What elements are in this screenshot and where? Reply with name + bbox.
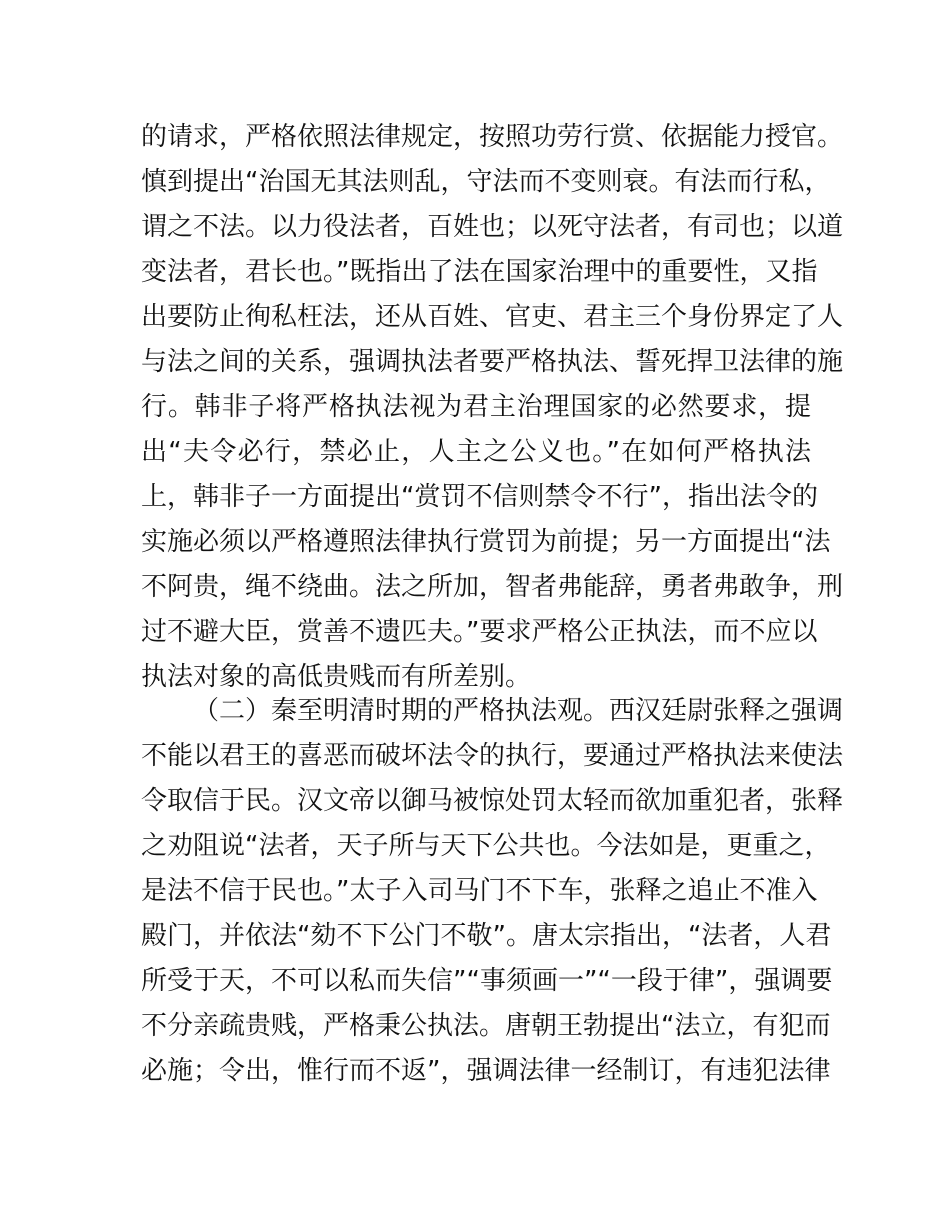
text-line: 不阿贵，绳不绕曲。法之所加，智者弗能辞，勇者弗敢争，刑: [141, 572, 844, 602]
text-line: 慎到提出“治国无其法则乱，守法而不变则衰。有法而行私，: [141, 167, 831, 197]
text-line: 执法对象的高低贵贱而有所差别。: [141, 662, 532, 692]
text-line: 谓之不法。以力役法者，百姓也；以死守法者，有司也；以道: [141, 212, 844, 242]
paragraph-1: [141, 115, 844, 700]
text-line: 所受于天，不可以私而失信”“事须画一”“一段于律”，强调要: [141, 966, 833, 996]
text-line: 实施必须以严格遵照法律执行赏罚为前提；另一方面提出“法: [141, 527, 831, 557]
text-line: 令取信于民。汉文帝以御马被惊处罚太轻而欲加重犯者，张释: [141, 786, 844, 816]
text-line: 行。韩非子将严格执法视为君主治理国家的必然要求，提: [141, 392, 811, 422]
text-line-indented: （二）秦至明清时期的严格执法观。西汉廷尉张释之强调: [193, 696, 844, 726]
text-line: 出要防止徇私枉法，还从百姓、官吏、君主三个身份界定了人: [141, 302, 844, 332]
text-line: 不能以君王的喜恶而破坏法令的执行，要通过严格执法来使法: [141, 741, 844, 771]
text-line: 的请求，严格依照法律规定，按照功劳行赏、依据能力授官。: [141, 122, 844, 152]
text-line: 过不避大臣，赏善不遗匹夫。”要求严格公正执法，而不应以: [141, 617, 818, 647]
text-line: 与法之间的关系，强调执法者要严格执法、誓死捍卫法律的施: [141, 347, 844, 377]
text-line: 出“夫令必行，禁必止，人主之公义也。”在如何严格执法: [141, 437, 811, 467]
text-line: 之劝阻说“法者，天子所与天下公共也。今法如是，更重之，: [141, 831, 831, 861]
text-line: 上，韩非子一方面提出“赏罚不信则禁令不行”，指出法令的: [141, 482, 818, 512]
text-line: 必施；令出，惟行而不返”，强调法律一经制订，有违犯法律: [141, 1056, 831, 1086]
text-line: 殿门，并依法“劾不下公门不敬”。唐太宗指出，“法者，人君: [141, 921, 832, 951]
text-line: 变法者，君长也。”既指出了法在国家治理中的重要性，又指: [141, 257, 818, 287]
paragraph-2: [141, 689, 844, 1094]
text-line: 是法不信于民也。”太子入司马门不下车，张释之追止不准入: [141, 876, 818, 906]
text-line: 不分亲疏贵贱，严格秉公执法。唐朝王勃提出“法立，有犯而: [141, 1011, 831, 1041]
